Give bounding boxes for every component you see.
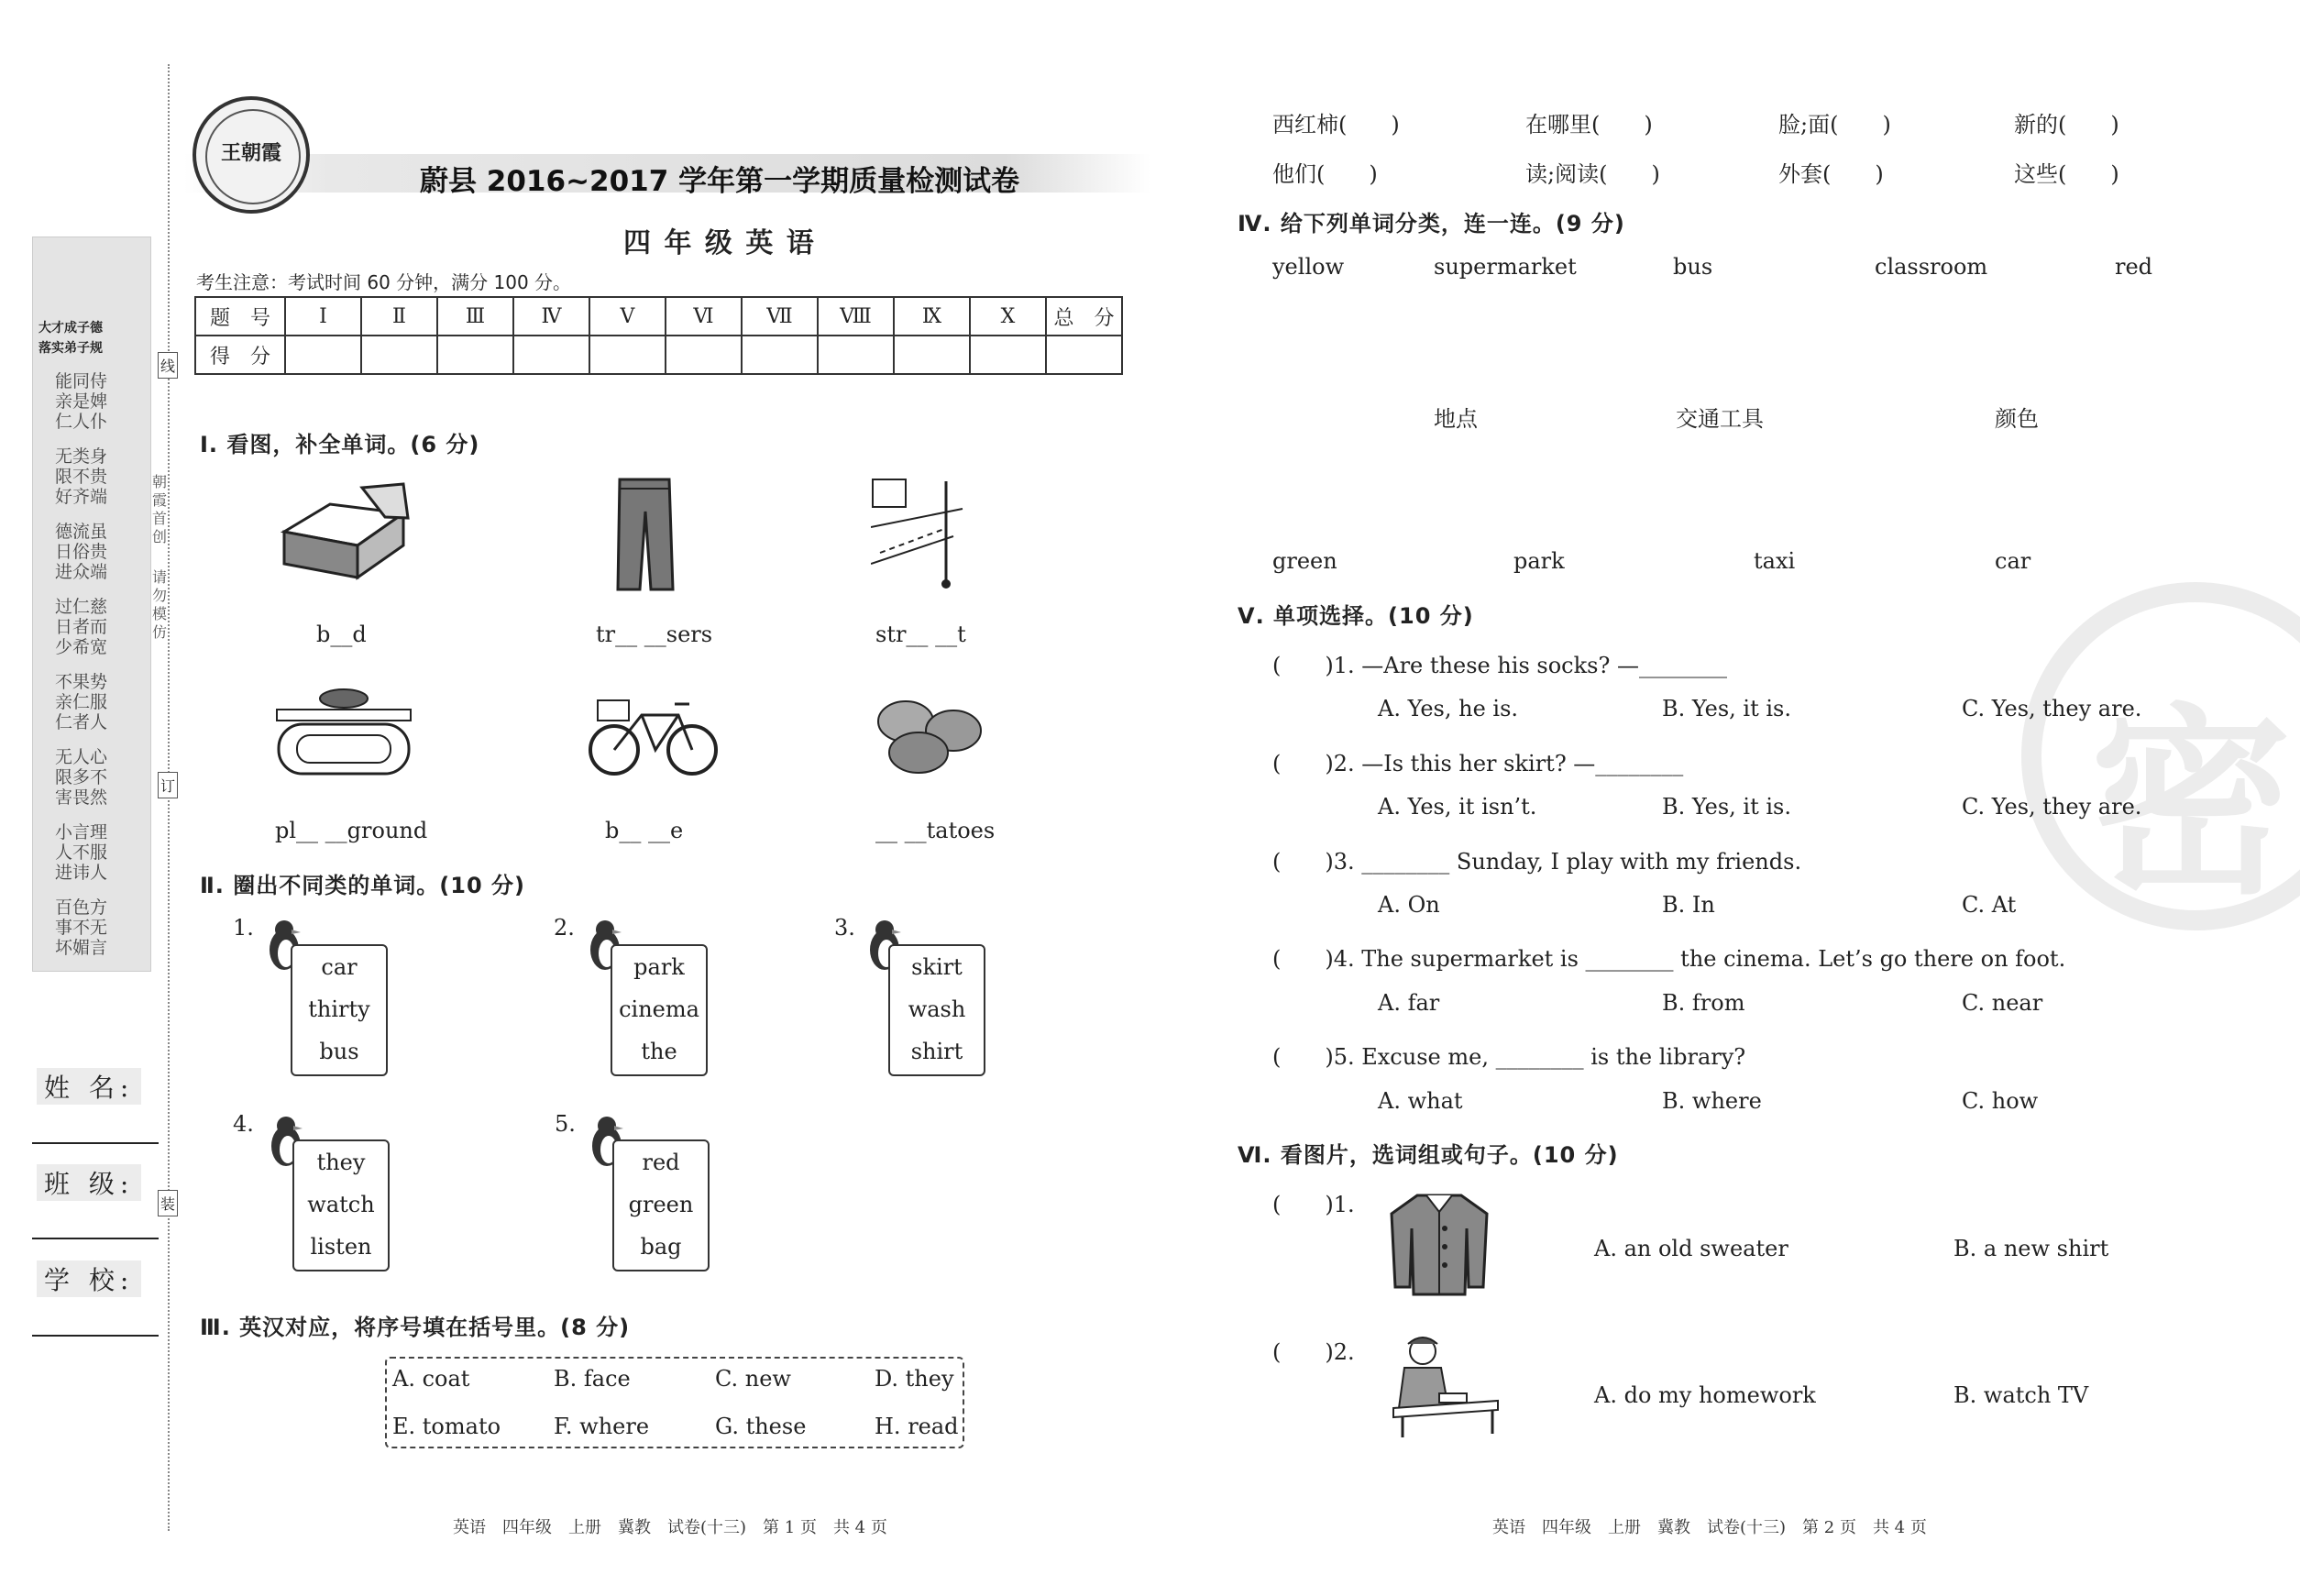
match-item[interactable]: 西红柿( ) [1272,112,1400,138]
word-option[interactable]: thirty [308,996,370,1022]
score-cell[interactable] [437,336,513,374]
mc-option[interactable]: B. Yes, it is. [1662,794,1791,820]
motto-head-2: 落实弟子规 [39,341,103,356]
word-option[interactable]: wash [908,996,966,1022]
section-4-title: Ⅳ. 给下列单词分类，连一连。(9 分) [1238,211,1625,237]
school-field[interactable] [32,1335,159,1337]
word-group-card [611,944,708,1076]
name-field[interactable] [32,1142,159,1144]
exam-notice: 考生注意：考试时间 60 分钟，满分 100 分。 [196,271,572,293]
word-option[interactable]: they [316,1150,366,1175]
sort-word[interactable]: park [1513,548,1565,574]
mc-option[interactable]: B. where [1662,1088,1762,1114]
picture-option[interactable]: B. a new shirt [1953,1236,2109,1261]
score-cell[interactable] [970,336,1046,374]
mc-option[interactable]: B. In [1662,892,1715,918]
copyright-note: 请 勿 模 仿 [152,568,168,641]
homework-picture [1384,1331,1503,1443]
sort-word[interactable]: yellow [1272,254,1345,280]
class-field[interactable] [32,1238,159,1239]
mc-option[interactable]: B. from [1662,990,1745,1016]
category-label[interactable]: 交通工具 [1676,406,1764,432]
score-cell[interactable] [894,336,970,374]
page-footer: 英语 四年级 上册 冀教 试卷(十三) 第 1 页 共 4 页 [453,1518,887,1537]
match-item[interactable]: 外套( ) [1778,161,1884,187]
table-cell: Ⅶ [742,297,818,336]
question-number: 2. [554,915,575,941]
mc-option[interactable]: C. Yes, they are. [1962,794,2142,820]
potatoes-picture [871,692,990,783]
option-label: E. tomato [392,1414,501,1439]
logo-text: 王朝霞 [220,142,281,165]
score-cell[interactable] [361,336,437,374]
motto-block: 无人心 限多不 害畏然 [55,747,108,808]
motto-block: 德流虽 日俗贵 进众端 [55,522,108,582]
sort-word[interactable]: classroom [1875,254,1988,280]
word-group-card [612,1139,710,1271]
sort-word[interactable]: taxi [1754,548,1796,574]
picture-question[interactable]: ( )2. [1272,1339,1355,1365]
mc-question[interactable]: ( )4. The supermarket is ________ the cinema. Let’s go there on foot. [1272,946,2066,972]
score-cell[interactable] [742,336,818,374]
option-label: B. face [554,1366,631,1392]
motto-block: 不果势 亲仁服 仁者人 [55,672,108,732]
word-option[interactable]: the [641,1039,677,1064]
word-group-card [888,944,985,1076]
trousers-picture [612,475,677,598]
table-cell: Ⅷ [818,297,894,336]
word-option[interactable]: red [642,1150,680,1175]
match-item[interactable]: 在哪里( ) [1525,112,1653,138]
word-option[interactable]: park [633,954,685,980]
score-table [194,296,1123,375]
word-option[interactable]: watch [307,1192,375,1217]
motto-block: 小言理 人不服 进讳人 [55,822,108,883]
mc-option[interactable]: A. Yes, he is. [1378,696,1519,721]
bike-picture [587,678,720,783]
sort-word[interactable]: red [2115,254,2153,280]
option-label: F. where [554,1414,650,1439]
table-cell: Ⅹ [970,297,1046,336]
word-option[interactable]: car [321,954,358,980]
mc-option[interactable]: C. At [1962,892,2017,918]
match-item[interactable]: 他们( ) [1272,161,1378,187]
mc-question[interactable]: ( )3. ________ Sunday, I play with my friends. [1272,849,1802,875]
motto-head-1: 大才成子德 [39,321,103,336]
score-cell[interactable] [513,336,589,374]
match-item[interactable]: 这些( ) [2014,161,2119,187]
question-number: 3. [834,915,855,941]
motto-block: 无类身 限不贵 好齐端 [55,446,108,507]
mc-option[interactable]: A. what [1378,1088,1463,1114]
copyright-note: 朝 霞 首 创 [152,473,168,545]
mc-question[interactable]: ( )1. —Are these his socks? —________ [1272,653,1727,678]
match-item[interactable]: 读;阅读( ) [1525,161,1660,187]
section-3-title: Ⅲ. 英汉对应，将序号填在括号里。(8 分) [200,1315,631,1340]
category-label[interactable]: 地点 [1434,406,1478,432]
cut-mark: 装 [158,1190,178,1216]
page-title: 蔚县 2016~2017 学年第一学期质量检测试卷 [420,165,1020,198]
mc-option[interactable]: C. how [1962,1088,2039,1114]
match-item[interactable]: 脸;面( ) [1778,112,1891,138]
option-label: A. coat [392,1366,470,1392]
bed-picture [275,477,413,590]
word-option[interactable]: listen [310,1234,372,1260]
motto-block: 过仁慈 日者而 少希宽 [55,597,108,657]
word-option[interactable]: skirt [911,954,963,980]
word-option[interactable]: green [628,1192,694,1217]
option-label: H. read [875,1414,959,1439]
table-cell: 总 分 [1046,297,1122,336]
name-label: 姓 名: [37,1068,141,1105]
word-option[interactable]: bag [640,1234,682,1260]
picture-option[interactable]: B. watch TV [1953,1382,2089,1408]
table-cell: Ⅱ [361,297,437,336]
option-label: D. they [875,1366,954,1392]
picture-option[interactable]: A. do my homework [1594,1382,1816,1408]
word-group-card [291,944,388,1076]
section-6-title: Ⅵ. 看图片，选词组或句子。(10 分) [1238,1142,1619,1168]
section-5-title: Ⅴ. 单项选择。(10 分) [1238,603,1474,629]
playground-picture [275,678,413,783]
sort-word[interactable]: green [1272,548,1337,574]
sort-word[interactable]: bus [1673,254,1713,280]
category-label[interactable]: 颜色 [1995,406,2039,432]
section-1-title: Ⅰ. 看图，补全单词。(6 分) [200,432,480,457]
table-cell: Ⅴ [589,297,666,336]
table-cell: Ⅰ [285,297,361,336]
option-label: G. these [715,1414,807,1439]
table-cell: 题 号 [195,297,285,336]
picture-question[interactable]: ( )1. [1272,1192,1355,1217]
table-cell: Ⅲ [437,297,513,336]
section-2-title: Ⅱ. 圈出不同类的单词。(10 分) [200,873,525,898]
word-group-card [292,1139,390,1271]
street-picture [871,472,972,595]
fill-word: b__ __e [605,818,684,843]
motto-block: 百色方 事不无 坏媚言 [55,897,108,958]
table-cell: Ⅵ [666,297,742,336]
option-label: C. new [715,1366,791,1392]
score-cell[interactable] [818,336,894,374]
picture-option[interactable]: A. an old sweater [1594,1236,1788,1261]
table-cell: Ⅸ [894,297,970,336]
watermark-glyph: 密 [2090,687,2293,921]
score-cell[interactable] [1046,336,1122,374]
score-cell[interactable] [589,336,666,374]
table-cell: Ⅳ [513,297,589,336]
page-subtitle: 四 年 级 英 语 [623,227,816,259]
sort-word[interactable]: car [1995,548,2031,574]
sweater-picture [1384,1188,1494,1302]
score-cell[interactable] [285,336,361,374]
fill-word: b__d [316,622,367,647]
cut-mark: 线 [158,352,178,379]
page-footer: 英语 四年级 上册 冀教 试卷(十三) 第 2 页 共 4 页 [1492,1518,1927,1537]
word-option[interactable]: bus [319,1039,359,1064]
mc-option[interactable]: A. Yes, it isn’t. [1378,794,1537,820]
mc-option[interactable]: C. near [1962,990,2043,1016]
match-item[interactable]: 新的( ) [2014,112,2119,138]
mc-option[interactable]: A. On [1378,892,1440,918]
cut-mark: 订 [158,772,178,798]
mc-question[interactable]: ( )5. Excuse me, ________ is the library? [1272,1044,1746,1070]
mc-question[interactable]: ( )2. —Is this her skirt? —________ [1272,751,1684,776]
class-label: 班 级: [37,1164,141,1201]
question-number: 4. [233,1111,254,1137]
school-label: 学 校: [37,1260,141,1297]
word-option[interactable]: cinema [619,996,699,1022]
question-number: 5. [555,1111,576,1137]
question-number: 1. [233,915,254,941]
mc-option[interactable]: A. far [1378,990,1440,1016]
fill-word: tr__ __sers [596,622,713,647]
score-cell[interactable] [666,336,742,374]
mc-option[interactable]: B. Yes, it is. [1662,696,1791,721]
fill-word: pl__ __ground [275,818,428,843]
fill-word: str__ __t [875,622,966,647]
mc-option[interactable]: C. Yes, they are. [1962,696,2142,721]
motto-panel [32,237,151,972]
motto-block: 能同侍 亲是婢 仁人仆 [55,371,108,432]
sort-word[interactable]: supermarket [1434,254,1577,280]
fill-word: __ __tatoes [875,818,996,843]
table-cell: 得 分 [195,336,285,374]
word-option[interactable]: shirt [910,1039,963,1064]
